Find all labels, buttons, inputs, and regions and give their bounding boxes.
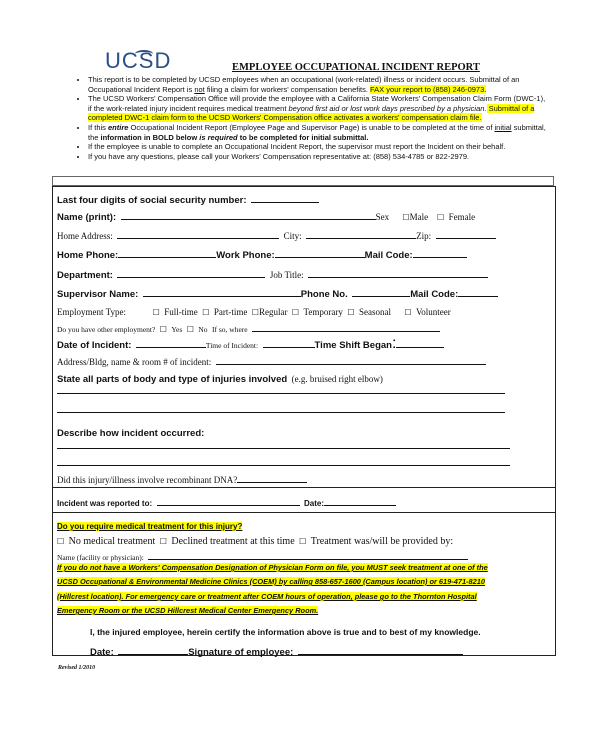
text: information in BOLD below (100, 132, 200, 142)
label: I, the injured employee, herein certify the information above is true and to best of my knowledge. (90, 627, 481, 637)
time-of-incident-field[interactable] (263, 339, 315, 348)
injuries-line-2[interactable] (57, 412, 505, 413)
dna-row (57, 470, 307, 488)
label: Employment Type: (57, 307, 126, 317)
home-address-field[interactable] (117, 230, 279, 239)
label: Sex (375, 212, 390, 222)
label: Home Phone: (57, 250, 119, 261)
text: Submittal of a completed DWC-1 claim form to the UCSD Workers' Compensation office activates a workers' compensation claim file. (88, 103, 535, 123)
label: Job Title: (269, 270, 304, 280)
label: No medical treatment (68, 536, 156, 547)
supervisor-row (57, 284, 498, 302)
location-row (57, 352, 486, 370)
shift-began-field[interactable] (396, 339, 444, 348)
supervisor-mail-code-field[interactable] (458, 288, 498, 297)
text: is required (199, 132, 238, 142)
label: Department: (57, 270, 113, 281)
coem-warning-line-4: Emergency Room or the UCSD Hillcrest Medical Center Emergency Room. (57, 606, 319, 615)
name-field[interactable] (121, 211, 376, 220)
label: Do you have other employment? (57, 325, 156, 334)
incident-location-field[interactable] (216, 356, 486, 365)
temporary-checkbox[interactable]: ☐ (291, 308, 300, 317)
label: Mail Code: (364, 250, 413, 261)
mail-code-field[interactable] (413, 249, 467, 258)
note-1 (88, 75, 550, 94)
facility-field[interactable] (148, 551, 468, 560)
supervisor-field[interactable] (143, 288, 301, 297)
female-checkbox[interactable]: ☐ (436, 213, 445, 222)
label: Supervisor Name: (57, 289, 139, 300)
label: Regular (258, 307, 288, 317)
text: submittal, the (88, 122, 546, 142)
label: City: (283, 231, 302, 241)
label: Date: (304, 499, 325, 508)
reported-to-field[interactable] (157, 497, 300, 506)
text: This report is to be completed by UCSD employees when an occupational (work-related) illness or incident occurs. Submittal of an Occupational Incident Report is (88, 75, 520, 94)
label: Male (409, 212, 429, 222)
text: Occupational Incident Report (Employee Page and Supervisor Page) is unable to be completed at the time of (128, 122, 495, 132)
label: Yes (171, 325, 183, 334)
address-row (57, 226, 496, 244)
coem-warning-line-3: (Hillcrest location). For emergency care or treatment after COEM hours of operation, please go to the Thornton Hospital (57, 592, 477, 601)
describe-line-2[interactable] (57, 465, 510, 466)
name-row (57, 207, 475, 225)
page-title: EMPLOYEE OCCUPATIONAL INCIDENT REPORT (232, 62, 480, 73)
ssn-field[interactable] (251, 194, 319, 203)
label: Address/Bldg, name & room # of incident: (57, 357, 212, 367)
text: entire (108, 122, 129, 132)
no-treatment-checkbox[interactable]: ☐ (57, 537, 65, 546)
text: The UCSD Workers' Compensation Office will provide the employee with a California State Workers' Compensation Claim Form (DWC-1), if the work-related injury incident requires medical treatment (88, 94, 546, 113)
city-field[interactable] (306, 230, 416, 239)
seasonal-checkbox[interactable]: ☐ (347, 308, 355, 317)
label: Last four digits of social security number: (57, 195, 247, 206)
reported-row (57, 493, 396, 511)
label: Treatment was/will be provided by: (310, 536, 454, 547)
declined-checkbox[interactable]: ☐ (159, 537, 167, 546)
revised-date: Revised 1/2010 (58, 665, 96, 671)
ssn-row (57, 190, 319, 208)
label: Time Shift Began (314, 340, 392, 351)
note-3 (88, 123, 550, 142)
label: Date: (90, 647, 114, 658)
fax-number: FAX your report to (858) 246-0973. (370, 84, 487, 94)
label: No (198, 325, 208, 334)
header-strip (52, 176, 554, 186)
label: Date of Incident: (57, 340, 132, 351)
text: filing a claim for workers' compensation benefits. (204, 84, 371, 94)
label: Work Phone: (216, 250, 275, 261)
label: Incident was reported to: (57, 499, 153, 508)
signature-field[interactable] (298, 646, 463, 655)
certification (90, 622, 481, 640)
yes-checkbox[interactable]: ☐ (159, 325, 167, 334)
describe-row (57, 423, 204, 441)
no-checkbox[interactable]: ☐ (186, 325, 194, 334)
volunteer-checkbox[interactable]: ☐ (404, 308, 412, 317)
text: If this (88, 122, 109, 132)
label: Seasonal (358, 307, 391, 317)
label: Name (facility or physician): (57, 553, 144, 562)
regular-checkbox[interactable]: ☐ (251, 308, 259, 317)
coem-warning-line-2: UCSD Occupational & Environmental Medicine Clinics (COEM) by calling 858-657-1600 (Campus location) or 619-471-8210 (57, 577, 485, 586)
label: If so, where (212, 325, 248, 334)
work-phone-field[interactable] (275, 249, 365, 258)
note-2 (88, 94, 550, 123)
injuries-line-1[interactable] (57, 393, 505, 394)
label: (e.g. bruised right elbow) (291, 374, 383, 384)
signature-date-field[interactable] (118, 646, 188, 655)
where-field[interactable] (252, 323, 440, 332)
label: Signature of employee: (188, 647, 294, 658)
label: Time of Incident: (205, 341, 259, 350)
label: State all parts of body and type of injuries involved (57, 374, 288, 385)
phone-row (57, 245, 467, 263)
text: initial (494, 122, 512, 132)
male-checkbox[interactable]: ☐ (402, 213, 410, 222)
employment-type-row (57, 302, 451, 320)
full-time-checkbox[interactable]: ☐ (152, 308, 160, 317)
text: not (194, 84, 205, 94)
label: Phone No. (300, 289, 348, 300)
label: Home Address: (57, 231, 113, 241)
reported-date-field[interactable] (324, 497, 396, 506)
label: Name (print): (57, 212, 117, 223)
label: Declined treatment at this time (171, 536, 295, 547)
signature-row (90, 642, 463, 660)
label: Mail Code: (410, 289, 459, 300)
label: Full-time (164, 307, 198, 317)
note-5: • If you have any questions, please call your Workers' Compensation representative at: (858) 534-4785 or 822-2979. (88, 152, 550, 162)
body-parts-row (57, 369, 383, 387)
job-title-field[interactable] (308, 269, 488, 278)
label: Female (448, 212, 476, 222)
label: Temporary (303, 307, 343, 317)
incident-time-row: Date of Incident: Time of Incident: Time Shift Began: (57, 335, 444, 353)
text: beyond first aid or lost work days prescribed by a physician. (288, 103, 487, 113)
supervisor-phone-field[interactable] (352, 288, 410, 297)
instructions (70, 75, 550, 161)
part-time-checkbox[interactable]: ☐ (202, 308, 210, 317)
zip-field[interactable] (436, 230, 496, 239)
label: Part-time (213, 307, 248, 317)
ucsd-logo: UCSD (105, 48, 172, 73)
label: Describe how incident occurred: (57, 428, 205, 439)
department-field[interactable] (117, 269, 265, 278)
home-phone-field[interactable] (118, 249, 216, 258)
label: Volunteer (415, 307, 451, 317)
coem-warning-line-1: If you do not have a Workers' Compensation Designation of Physician Form on file, you MUST seek treatment at one of the (57, 563, 488, 572)
provided-checkbox[interactable]: ☐ (299, 537, 307, 546)
label: Did this injury/illness involve recombinant DNA? (57, 475, 238, 485)
label: Do you require medical treatment for this injury? (57, 522, 243, 531)
dna-field[interactable] (237, 474, 307, 483)
date-of-incident-field[interactable] (136, 339, 206, 348)
department-row (57, 265, 488, 283)
label: Zip: (416, 231, 432, 241)
text: to be completed for initial submittal. (237, 132, 369, 142)
note-4: • If the employee is unable to complete an Occupational Incident Report, the supervisor must report the Incident on their behalf. (88, 142, 550, 152)
describe-line-1[interactable] (57, 448, 510, 449)
